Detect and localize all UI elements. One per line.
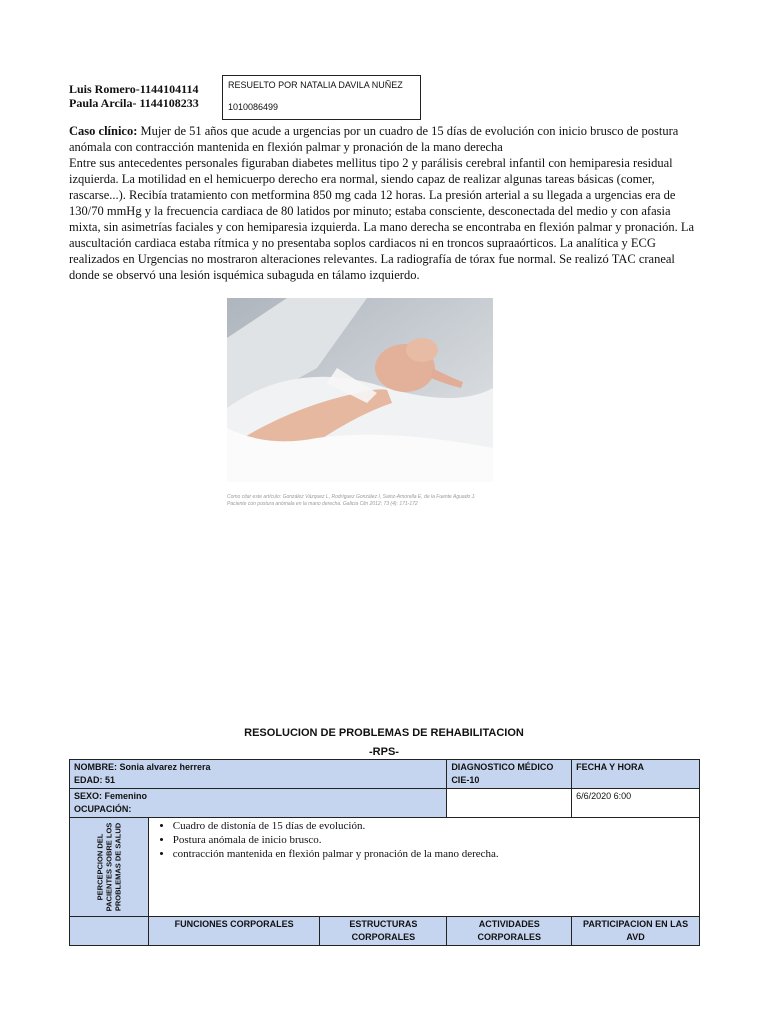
case-intro: Mujer de 51 años que acude a urgencias por un cuadro de 15 días de evolución con inicio brusco de postura anómala con contracción mantenida en flexión palmar y pronación de la mano derecha xyxy=(69,124,679,154)
author-1: Luis Romero-1144104114 xyxy=(69,82,199,96)
diagnosis-header: DIAGNOSTICO MÉDICO xyxy=(451,762,554,772)
patient-hand-photo xyxy=(227,298,493,482)
rps-subtitle: -RPS- xyxy=(369,746,399,758)
case-text xyxy=(69,123,699,283)
case-paragraph-1 xyxy=(69,123,699,155)
problems-list xyxy=(153,819,695,861)
patient-name: NOMBRE: Sonia alvarez herrera xyxy=(74,762,211,772)
resuelto-name: RESUELTO POR NATALIA DAVILA NUÑEZ xyxy=(228,80,403,90)
case-label: Caso clínico: xyxy=(69,124,138,138)
rps-table xyxy=(69,759,700,946)
patient-info-cell-2 xyxy=(70,789,447,818)
empty-corner-cell xyxy=(70,917,149,946)
cie-label: CIE-10 xyxy=(451,775,480,785)
caption-line-1: Como citar este artículo: González Vázquez L, Rodríguez González I, Sainz-Amorella E, de la Fuente Aguado J. xyxy=(227,494,476,500)
header-actividades: ACTIVIDADES CORPORALES xyxy=(447,917,572,946)
patient-age: EDAD: 51 xyxy=(74,775,116,785)
diagnosis-value-cell xyxy=(447,789,572,818)
problem-item: • Postura anómala de inicio brusco. xyxy=(173,833,695,847)
author-2: Paula Arcila- 1144108233 xyxy=(69,96,199,110)
header-funciones: FUNCIONES CORPORALES xyxy=(148,917,320,946)
patient-occupation: OCUPACIÓN: xyxy=(74,804,132,814)
photo-caption xyxy=(227,494,517,508)
date-value: 6/6/2020 6:00 xyxy=(572,789,700,818)
author-list xyxy=(69,82,199,110)
resuelto-id: 1010086499 xyxy=(228,102,279,112)
perception-label: PERCEPCION DEL PACIENTES SOBRE LOS PROBLEMAS DE SALUD xyxy=(95,822,123,912)
problems-cell xyxy=(148,818,699,917)
patient-sex: SEXO: Femenino xyxy=(74,791,148,801)
caption-line-2: Paciente con postura anómala en la mano derecha. Galicia Clin 2012; 73 (4): 171-172 xyxy=(227,501,418,507)
header-participacion: PARTICIPACION EN LAS AVD xyxy=(572,917,700,946)
perception-label-cell xyxy=(70,818,149,917)
date-header: FECHA Y HORA xyxy=(572,760,700,789)
problem-item: • Cuadro de distonía de 15 días de evolución. xyxy=(173,819,695,833)
rps-title: RESOLUCION DE PROBLEMAS DE REHABILITACION xyxy=(244,727,524,739)
header-estructuras: ESTRUCTURAS CORPORALES xyxy=(320,917,447,946)
patient-info-cell xyxy=(70,760,447,789)
problem-item: • contracción mantenida en flexión palmar y pronación de la mano derecha. xyxy=(173,847,695,861)
case-paragraph-2: Entre sus antecedentes personales figuraban diabetes mellitus tipo 2 y parálisis cerebral infantil con hemiparesia residual izquierda. La motilidad en el hemicuerpo derecho era normal, siendo capaz de realizar algunas tareas básicas (comer, rascarse...). Recibía tratamiento con metformina 850 mg cada 12 horas. La presión arterial a su llegada a urgencias era de 130/70 mmHg y la frecuencia cardiaca de 80 latidos por minuto; estaba consciente, desconectada del medio y con afasia mixta, sin asimetrías faciales y con hemiparesia izquierda. La mano derecha se encontraba en flexión palmar y pronación. La auscultación cardiaca estaba rítmica y no presentaba soplos cardiacos ni en troncos supraaórticos. La analítica y ECG realizados en Urgencias no mostraron alteraciones relevantes. La radiografía de tórax fue normal. Se realizó TAC craneal donde se observó una lesión isquémica subaguda en tálamo izquierdo. xyxy=(69,156,695,282)
resuelto-box xyxy=(222,75,421,120)
hand-photo-illustration xyxy=(227,298,493,482)
diagnosis-header-cell xyxy=(447,760,572,789)
